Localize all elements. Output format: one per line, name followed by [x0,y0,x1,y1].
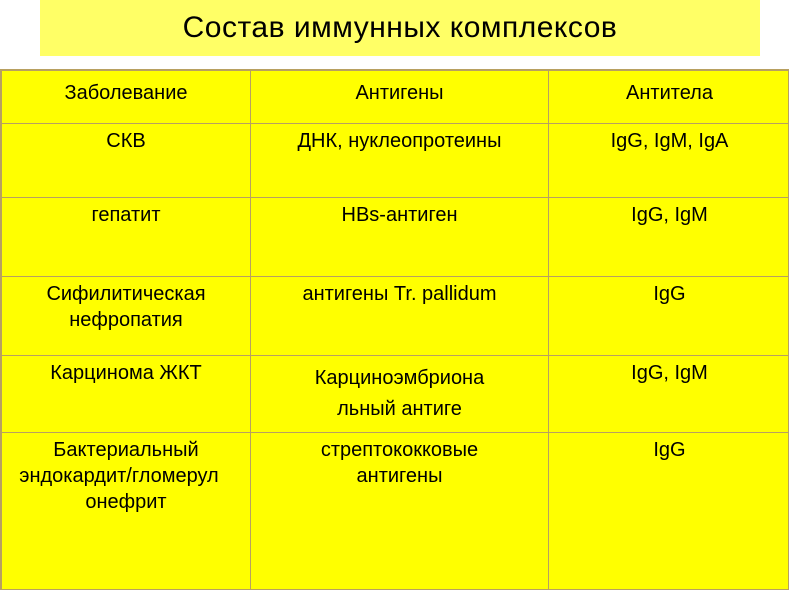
antibodies-cell [549,198,790,277]
antigens-cell [251,277,549,356]
antigens-text: антигены [356,465,443,487]
antigens-cell [251,433,549,591]
antigens-text: антигены Tr. pallidum [302,283,497,305]
antigens-text: стрептококковые [320,439,479,461]
table-row [2,277,790,356]
antigens-cell [251,356,549,433]
disease-cell [2,198,251,277]
disease-text: эндокардит/гломерул [19,465,219,487]
antibodies-text: IgG, IgM [631,362,708,384]
disease-text: онефрит [85,491,167,513]
disease-cell [2,356,251,433]
antibodies-cell [549,277,790,356]
disease-text: Бактериальный [53,439,199,461]
column-header-antibodies: Антитела [549,71,790,124]
antibodies-cell [549,433,790,591]
slide-title-banner [40,0,760,56]
antigens-text: Карциноэмбриона [314,367,485,389]
data-table [1,70,789,590]
antibodies-cell [549,356,790,433]
table-row [2,433,790,591]
table-header-row [2,71,790,124]
antigens-text: ДНК, нуклеопротеины [297,130,502,152]
antigens-text: HBs-антиген [341,204,458,226]
immune-complex-table [0,69,789,590]
disease-text: Сифилитическая [46,283,206,305]
disease-text: СКВ [106,130,146,152]
disease-text: нефропатия [69,309,183,331]
disease-cell [2,277,251,356]
disease-text: гепатит [91,204,161,226]
antibodies-text: IgG, IgM, IgA [610,130,729,152]
antigens-cell [251,124,549,198]
disease-cell [2,124,251,198]
antibodies-text: IgG [653,439,686,461]
antibodies-text: IgG, IgM [631,204,708,226]
table-row [2,356,790,433]
table-row [2,124,790,198]
column-header-disease: Заболевание [2,71,251,124]
antibodies-cell [549,124,790,198]
disease-cell [2,433,251,591]
antibodies-text: IgG [653,283,686,305]
table-row [2,198,790,277]
antigens-text: льный антиге [337,398,462,420]
column-header-antigens: Антигены [251,71,549,124]
slide-title: Состав иммунных комплексов [182,11,618,44]
antigens-cell [251,198,549,277]
disease-text: Карцинома ЖКТ [50,362,202,384]
